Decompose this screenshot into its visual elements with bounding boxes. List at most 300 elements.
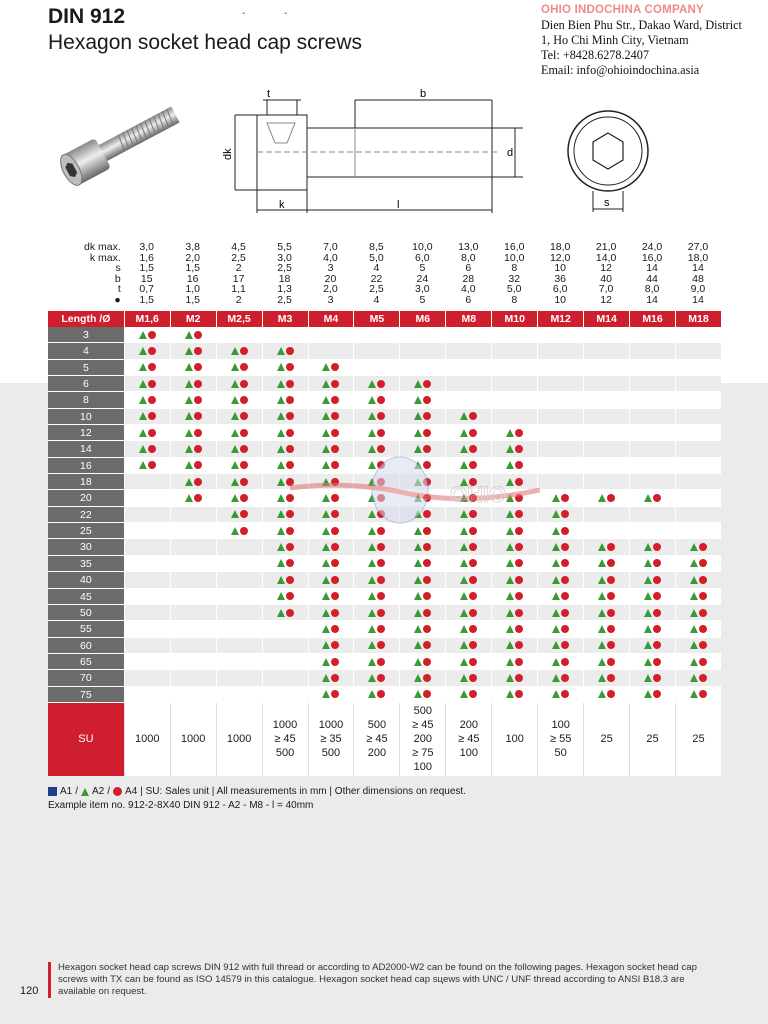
availability-cell	[491, 392, 537, 408]
availability-cell	[262, 687, 308, 703]
a4-dot-icon	[469, 592, 477, 600]
su-value: 500 ≥ 45 200 ≥ 75 100	[399, 703, 445, 776]
availability-cell	[445, 376, 491, 392]
availability-cell	[675, 376, 721, 392]
a2-triangle-icon	[322, 363, 330, 371]
availability-cell	[445, 670, 491, 686]
dimension-table	[48, 242, 721, 305]
availability-cell	[170, 638, 216, 654]
availability-cell	[170, 425, 216, 441]
a2-triangle-icon	[506, 690, 514, 698]
a4-dot-icon	[240, 461, 248, 469]
a2-triangle-icon	[231, 412, 239, 420]
dim-dk-label: dk	[222, 148, 234, 160]
availability-cell	[170, 458, 216, 474]
table-row	[48, 392, 721, 408]
a4-dot-icon	[377, 674, 385, 682]
dimension-value: 36	[554, 272, 567, 285]
a2-triangle-icon	[231, 461, 239, 469]
availability-cell	[216, 523, 262, 539]
table-row	[48, 343, 721, 359]
availability-cell	[399, 605, 445, 621]
availability-cell	[583, 638, 629, 654]
a2-triangle-icon	[368, 641, 376, 649]
a2-triangle-icon	[277, 592, 285, 600]
availability-cell	[170, 556, 216, 572]
availability-cell	[308, 621, 354, 637]
a2-triangle-icon	[185, 429, 193, 437]
a4-dot-icon	[286, 396, 294, 404]
availability-cell	[537, 523, 583, 539]
dimension-value: 10	[554, 262, 567, 274]
a4-dot-icon	[469, 412, 477, 420]
availability-cell	[124, 360, 170, 376]
availability-cell	[216, 605, 262, 621]
a2-triangle-icon	[185, 347, 193, 355]
availability-cell	[308, 539, 354, 555]
table-row	[48, 687, 721, 703]
a4-dot-icon	[515, 690, 523, 698]
a2-triangle-icon	[322, 674, 330, 682]
a4-dot-icon	[653, 592, 661, 600]
length-cell: 3	[48, 327, 124, 343]
availability-cell	[629, 458, 675, 474]
availability-cell	[537, 392, 583, 408]
dimension-value: 3,0	[139, 241, 155, 253]
length-cell: 70	[48, 670, 124, 686]
a2-triangle-icon	[414, 429, 422, 437]
a4-dot-icon	[561, 543, 569, 551]
availability-cell	[262, 409, 308, 425]
availability-cell	[262, 539, 308, 555]
dimension-value: 16,0	[641, 251, 663, 264]
su-value: 25	[675, 703, 721, 776]
a2-triangle-icon	[277, 380, 285, 388]
availability-cell	[445, 654, 491, 670]
availability-cell	[216, 425, 262, 441]
availability-cell	[170, 507, 216, 523]
dimension-value: 8,5	[369, 241, 384, 253]
dimension-value: 2	[235, 293, 242, 306]
availability-cell	[583, 425, 629, 441]
company-address-1: Dien Bien Phu Str., Dakao Ward, District	[541, 18, 742, 32]
availability-cell	[629, 409, 675, 425]
a2-triangle-icon	[552, 510, 560, 518]
availability-cell	[170, 474, 216, 490]
a2-triangle-icon	[644, 641, 652, 649]
a4-dot-icon	[607, 543, 615, 551]
a4-dot-icon	[423, 690, 431, 698]
a4-dot-icon	[377, 380, 385, 388]
a4-dot-icon	[286, 380, 294, 388]
dimension-row	[48, 242, 721, 253]
length-cell: 14	[48, 441, 124, 457]
availability-cell	[216, 572, 262, 588]
a2-triangle-icon	[231, 347, 239, 355]
dimension-value: 40	[600, 272, 612, 285]
a4-dot-icon	[561, 527, 569, 535]
availability-cell	[124, 327, 170, 343]
availability-cell	[491, 572, 537, 588]
availability-cell	[216, 376, 262, 392]
availability-cell	[537, 654, 583, 670]
a4-dot-icon	[377, 641, 385, 649]
company-block	[541, 3, 742, 78]
length-cell: 22	[48, 507, 124, 523]
a2-triangle-icon	[414, 625, 422, 633]
availability-cell	[170, 621, 216, 637]
a2-triangle-icon	[368, 658, 376, 666]
availability-cell	[675, 572, 721, 588]
a2-triangle-icon	[552, 609, 560, 617]
a2-triangle-icon	[552, 527, 560, 535]
legend-sep: /	[75, 786, 79, 797]
availability-cell	[262, 621, 308, 637]
dimension-value: 4,0	[460, 283, 476, 295]
a2-triangle-icon	[277, 576, 285, 584]
dimension-value: 5,0	[369, 251, 384, 264]
availability-cell	[491, 360, 537, 376]
availability-cell	[583, 360, 629, 376]
a2-triangle-icon	[414, 690, 422, 698]
availability-cell	[445, 409, 491, 425]
availability-cell	[216, 474, 262, 490]
availability-cell	[537, 670, 583, 686]
availability-cell	[445, 539, 491, 555]
dimension-value: 8,0	[460, 251, 476, 264]
a4-dot-icon	[194, 347, 202, 355]
a4-dot-icon	[377, 396, 385, 404]
availability-cell	[629, 425, 675, 441]
legend-a4: A4	[125, 786, 138, 797]
table-row	[48, 654, 721, 670]
a4-dot-icon	[561, 674, 569, 682]
table-row	[48, 670, 721, 686]
a4-dot-icon	[148, 429, 156, 437]
a2-triangle-icon	[414, 609, 422, 617]
availability-cell	[216, 360, 262, 376]
dimension-value: 4,5	[231, 241, 246, 253]
a4-dot-icon	[469, 658, 477, 666]
availability-cell	[491, 687, 537, 703]
availability-cell	[491, 621, 537, 637]
dimension-value: 24,0	[641, 241, 663, 253]
availability-cell	[124, 458, 170, 474]
a4-dot-icon	[561, 658, 569, 666]
dimension-value: 6,0	[415, 251, 430, 264]
a2-triangle-icon	[598, 576, 606, 584]
a2-triangle-icon	[598, 559, 606, 567]
dimension-value: 1,5	[139, 293, 155, 306]
availability-cell	[537, 327, 583, 343]
a2-triangle-icon	[277, 510, 285, 518]
a2-triangle-icon	[139, 347, 147, 355]
table-row	[48, 638, 721, 654]
a2-triangle-icon	[277, 396, 285, 404]
availability-cell	[124, 638, 170, 654]
a2-triangle-icon	[598, 690, 606, 698]
su-value: 100 ≥ 55 50	[537, 703, 583, 776]
a2-triangle-icon	[185, 412, 193, 420]
a2-triangle-icon	[277, 494, 285, 502]
availability-cell	[445, 621, 491, 637]
dimension-value: 44	[646, 272, 658, 285]
a4-dot-icon	[377, 625, 385, 633]
a4-dot-icon	[699, 543, 707, 551]
availability-cell	[537, 572, 583, 588]
a4-dot-icon	[377, 609, 385, 617]
a2-triangle-icon	[598, 494, 606, 502]
a2-triangle-icon	[644, 609, 652, 617]
availability-cell	[124, 589, 170, 605]
dimension-value: 3,0	[277, 251, 292, 264]
company-email: Email: info@ohioindochina.asia	[541, 63, 700, 77]
a4-dot-icon	[148, 380, 156, 388]
a4-dot-icon	[148, 363, 156, 371]
dimension-value: 48	[692, 272, 704, 285]
dimension-value: 8,0	[644, 283, 660, 295]
a4-dot-icon	[331, 543, 339, 551]
availability-cell	[170, 327, 216, 343]
a4-dot-icon	[515, 543, 523, 551]
availability-cell	[216, 621, 262, 637]
availability-cell	[675, 458, 721, 474]
dimension-value: 14	[646, 262, 658, 274]
a4-dot-icon	[607, 625, 615, 633]
availability-cell	[445, 638, 491, 654]
a4-dot-icon	[607, 576, 615, 584]
availability-cell	[399, 556, 445, 572]
availability-cell	[629, 621, 675, 637]
a2-triangle-icon	[231, 363, 239, 371]
a4-dot-icon	[699, 609, 707, 617]
a4-dot-icon	[331, 592, 339, 600]
availability-cell	[262, 556, 308, 572]
availability-cell	[353, 376, 399, 392]
a4-dot-icon	[699, 592, 707, 600]
a4-dot-icon	[377, 576, 385, 584]
a4-dot-icon	[240, 380, 248, 388]
availability-cell	[308, 638, 354, 654]
availability-cell	[583, 523, 629, 539]
a2-triangle-icon	[231, 494, 239, 502]
availability-cell	[399, 539, 445, 555]
length-cell: 30	[48, 539, 124, 555]
a2-triangle-icon	[644, 494, 652, 502]
dimension-value: 5,5	[277, 241, 292, 253]
availability-cell	[583, 490, 629, 506]
availability-cell	[537, 556, 583, 572]
availability-cell	[216, 687, 262, 703]
a2-triangle-icon	[644, 559, 652, 567]
a2-triangle-icon	[506, 625, 514, 633]
a4-dot-icon	[240, 396, 248, 404]
availability-cell	[353, 343, 399, 359]
a2-triangle-icon	[552, 494, 560, 502]
dimension-label: b	[114, 272, 121, 285]
availability-cell	[124, 572, 170, 588]
availability-cell	[445, 605, 491, 621]
a2-triangle-icon	[277, 527, 285, 535]
availability-cell	[124, 474, 170, 490]
a4-dot-icon	[194, 363, 202, 371]
size-header: M2,5	[216, 311, 262, 327]
length-cell: 12	[48, 425, 124, 441]
company-name: OHIO INDOCHINA COMPANY	[541, 4, 704, 16]
availability-cell	[262, 654, 308, 670]
a2-triangle-icon	[506, 641, 514, 649]
availability-cell	[308, 376, 354, 392]
availability-cell	[124, 507, 170, 523]
a2-triangle-icon	[322, 559, 330, 567]
a4-dot-icon	[423, 609, 431, 617]
su-label: SU	[48, 703, 124, 776]
availability-cell	[537, 458, 583, 474]
a4-dot-icon	[194, 494, 202, 502]
dimension-value: 8	[511, 293, 518, 306]
a2-triangle-icon	[460, 641, 468, 649]
a2-triangle-icon	[322, 429, 330, 437]
table-row	[48, 572, 721, 588]
availability-cell	[216, 343, 262, 359]
watermark-text: OHIO	[450, 482, 507, 507]
dimension-value: 1,3	[277, 283, 292, 295]
availability-cell	[629, 490, 675, 506]
a2-triangle-icon	[81, 788, 89, 796]
a4-dot-icon	[286, 576, 294, 584]
availability-cell	[537, 360, 583, 376]
screw-photo	[55, 100, 190, 195]
dimension-value: 5	[419, 262, 426, 274]
availability-cell	[399, 638, 445, 654]
availability-cell	[675, 507, 721, 523]
stray-mark: -	[242, 8, 246, 19]
availability-cell	[124, 409, 170, 425]
a2-triangle-icon	[506, 592, 514, 600]
availability-cell	[216, 327, 262, 343]
legend	[48, 786, 466, 797]
availability-cell	[170, 670, 216, 686]
availability-cell	[675, 539, 721, 555]
a2-triangle-icon	[277, 445, 285, 453]
a4-dot-icon	[469, 559, 477, 567]
availability-cell	[262, 343, 308, 359]
dimension-value: 32	[508, 272, 521, 285]
a2-triangle-icon	[231, 527, 239, 535]
su-value: 25	[583, 703, 629, 776]
availability-cell	[170, 572, 216, 588]
dim-k-label: k	[279, 199, 285, 211]
dimension-label: ●	[114, 293, 121, 306]
availability-cell	[629, 539, 675, 555]
availability-cell	[124, 539, 170, 555]
a2-triangle-icon	[185, 331, 193, 339]
availability-cell	[491, 327, 537, 343]
dimension-value: 6,0	[552, 283, 568, 295]
a4-dot-icon	[240, 347, 248, 355]
length-cell: 55	[48, 621, 124, 637]
a4-dot-icon	[469, 641, 477, 649]
availability-cell	[399, 327, 445, 343]
length-cell: 50	[48, 605, 124, 621]
availability-cell	[629, 343, 675, 359]
dimension-value: 21,0	[595, 241, 617, 253]
a4-dot-icon	[286, 347, 294, 355]
a4-dot-icon	[331, 658, 339, 666]
a4-dot-icon	[240, 445, 248, 453]
availability-cell	[308, 409, 354, 425]
a4-dot-icon	[331, 576, 339, 584]
availability-cell	[399, 425, 445, 441]
size-header: M12	[537, 311, 583, 327]
a2-triangle-icon	[690, 658, 698, 666]
availability-cell	[124, 343, 170, 359]
table-row	[48, 327, 721, 343]
dimension-row	[48, 263, 721, 274]
a4-dot-icon	[286, 363, 294, 371]
size-header: M2	[170, 311, 216, 327]
dimension-row	[48, 295, 721, 306]
a2-triangle-icon	[414, 592, 422, 600]
dimension-value: 7,0	[323, 241, 338, 253]
watermark-logo	[290, 450, 540, 530]
dimension-value: 10,0	[412, 241, 433, 253]
availability-cell	[353, 589, 399, 605]
su-value: 1000 ≥ 35 500	[308, 703, 354, 776]
availability-cell	[353, 687, 399, 703]
a4-dot-icon	[377, 690, 385, 698]
availability-cell	[216, 458, 262, 474]
a2-triangle-icon	[414, 559, 422, 567]
dimension-value: 2,0	[185, 251, 200, 264]
a4-dot-icon	[423, 396, 431, 404]
a4-dot-icon	[331, 412, 339, 420]
a4-dot-icon	[194, 412, 202, 420]
a2-triangle-icon	[414, 658, 422, 666]
a2-triangle-icon	[414, 641, 422, 649]
availability-cell	[399, 392, 445, 408]
dimension-value: 1,5	[139, 262, 155, 274]
a2-triangle-icon	[552, 690, 560, 698]
dim-t-label: t	[267, 88, 271, 100]
length-cell: 65	[48, 654, 124, 670]
availability-cell	[537, 638, 583, 654]
dimension-value: 3,8	[185, 241, 200, 253]
a2-triangle-icon	[414, 576, 422, 584]
availability-cell	[124, 670, 170, 686]
availability-cell	[675, 360, 721, 376]
availability-cell	[583, 507, 629, 523]
a2-triangle-icon	[277, 559, 285, 567]
a4-dot-icon	[331, 559, 339, 567]
availability-cell	[675, 425, 721, 441]
a4-dot-icon	[607, 609, 615, 617]
a4-dot-icon	[331, 641, 339, 649]
availability-cell	[170, 376, 216, 392]
availability-cell	[308, 556, 354, 572]
size-header: M18	[675, 311, 721, 327]
availability-cell	[445, 589, 491, 605]
a2-triangle-icon	[644, 576, 652, 584]
a4-dot-icon	[653, 641, 661, 649]
a4-dot-icon	[148, 331, 156, 339]
su-value: 1000 ≥ 45 500	[262, 703, 308, 776]
a4-dot-icon	[653, 543, 661, 551]
availability-cell	[537, 425, 583, 441]
availability-cell	[170, 523, 216, 539]
availability-cell	[353, 605, 399, 621]
a2-triangle-icon	[231, 380, 239, 388]
